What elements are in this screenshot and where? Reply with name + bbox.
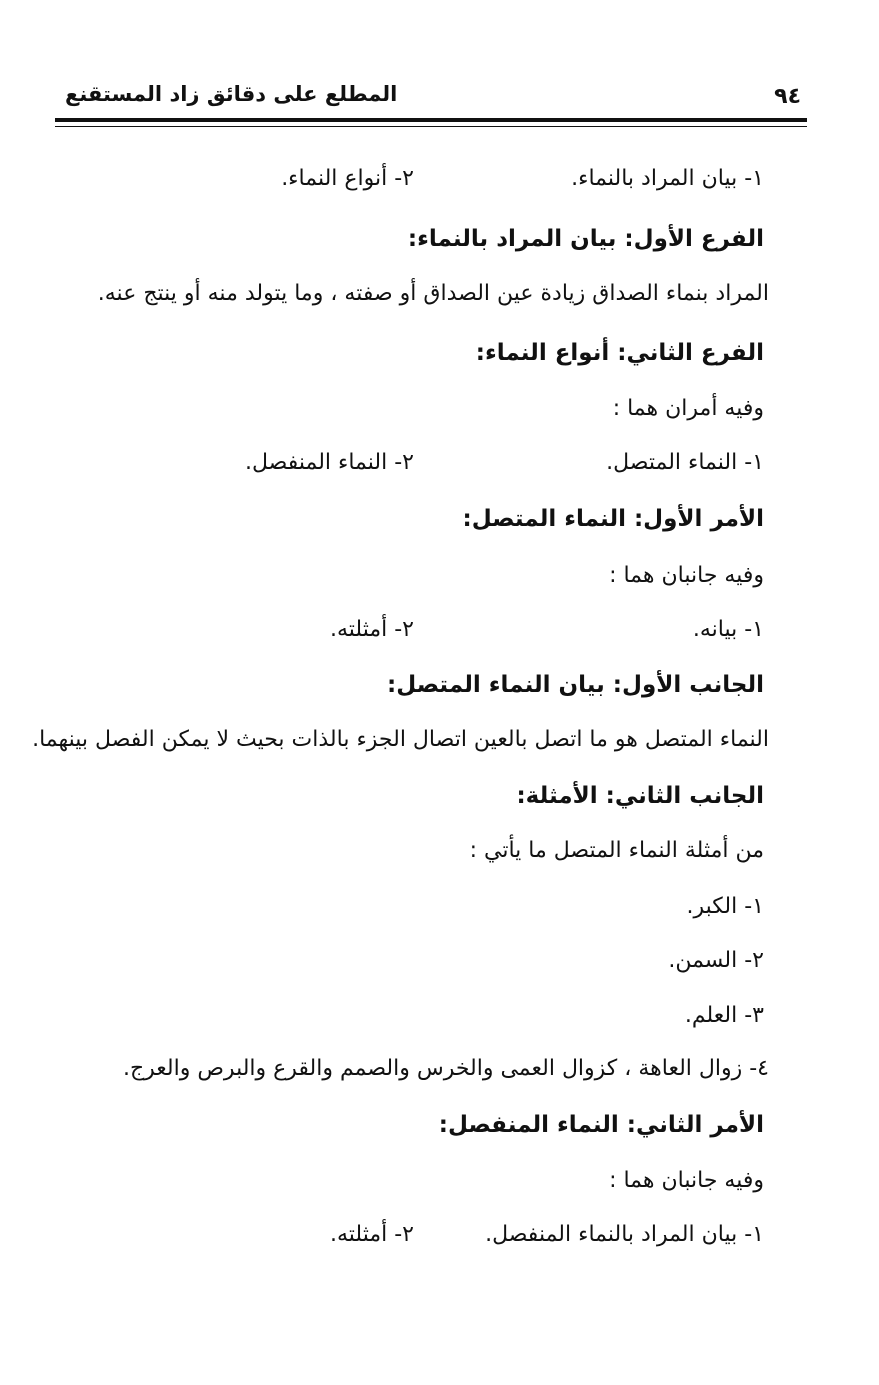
matter2-intro: وفيه جانبان هما : [609,1168,764,1193]
header-rule-thick [55,118,807,122]
list-item: ٣- العلم. [684,1003,764,1028]
side1-text: النماء المتصل هو ما اتصل بالعين اتصال الجزء بالذات بحيث لا يمكن الفصل بينهما. [32,727,769,752]
list-item: ١- النماء المتصل. [606,450,764,475]
list-item: ١- بيانه. [692,617,764,642]
matter1-intro: وفيه جانبان هما : [609,563,764,588]
side2-intro: من أمثلة النماء المتصل ما يأتي : [469,838,764,863]
list-item: ٢- أنواع النماء. [281,166,414,191]
side1-heading: الجانب الأول: بيان النماء المتصل: [387,672,764,698]
list-item: ١- الكبر. [686,894,764,919]
matter1-heading: الأمر الأول: النماء المتصل: [462,506,764,532]
list-item: ٢- النماء المنفصل. [244,450,414,475]
list-item: ٤- زوال العاهة ، كزوال العمى والخرس والصمم والقرع والبرص والعرج. [122,1056,769,1081]
branch1-text: المراد بنماء الصداق زيادة عين الصداق أو صفته ، وما يتولد منه أو ينتج عنه. [97,281,769,306]
list-item: ١- بيان المراد بالنماء. [571,166,764,191]
branch1-heading: الفرع الأول: بيان المراد بالنماء: [407,226,764,252]
page-header [55,76,807,116]
matter2-heading: الأمر الثاني: النماء المنفصل: [438,1112,764,1138]
branch2-intro: وفيه أمران هما : [612,396,764,421]
header-rule-thin [55,126,807,127]
list-item: ١- بيان المراد بالنماء المنفصل. [485,1222,764,1247]
list-item: ٢- السمن. [668,948,764,973]
running-title: المطلع على دقائق زاد المستقنع [65,82,398,106]
page-number: ٩٤ [774,84,801,109]
branch2-heading: الفرع الثاني: أنواع النماء: [475,340,764,366]
list-item: ٢- أمثلته. [329,617,414,642]
list-item: ٢- أمثلته. [329,1222,414,1247]
side2-heading: الجانب الثاني: الأمثلة: [516,783,764,809]
